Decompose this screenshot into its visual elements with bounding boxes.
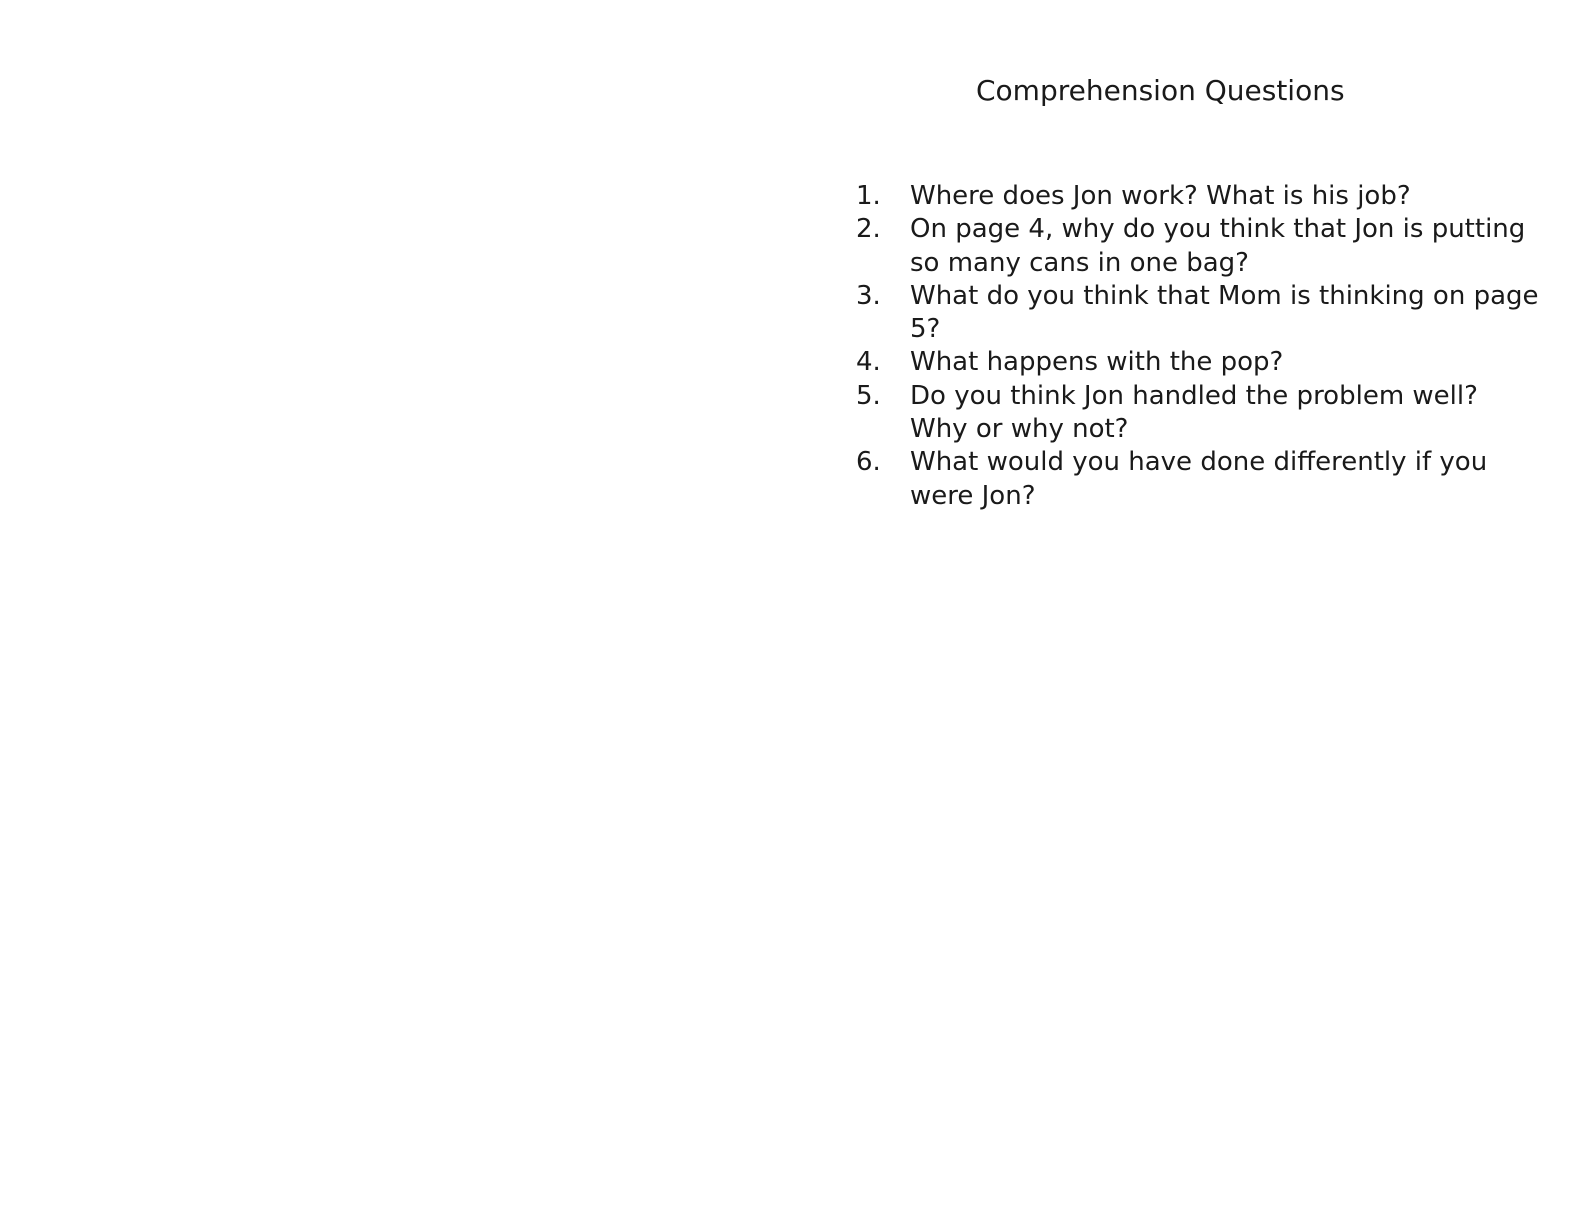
question-number: 4. <box>856 347 881 378</box>
question-item <box>850 346 1540 379</box>
question-item <box>850 180 1540 213</box>
question-item <box>850 213 1540 280</box>
question-item <box>850 446 1540 513</box>
question-item <box>850 380 1540 447</box>
page-title: Comprehension Questions <box>976 74 1345 107</box>
question-text: What do you think that Mom is thinking on page 5? <box>910 280 1539 345</box>
question-text: What would you have done differently if you were Jon? <box>910 447 1488 511</box>
question-number: 1. <box>856 181 881 211</box>
question-text: What happens with the pop? <box>910 347 1284 378</box>
question-text: On page 4, why do you think that Jon is putting so many cans in one bag? <box>910 214 1526 278</box>
question-number: 2. <box>856 214 881 245</box>
question-list <box>850 180 1540 513</box>
question-text: Do you think Jon handled the problem well? Why or why not? <box>910 380 1478 445</box>
question-number: 6. <box>856 447 881 478</box>
question-item <box>850 280 1540 347</box>
question-number: 5. <box>856 380 881 411</box>
comprehension-section <box>850 70 1540 513</box>
question-number: 3. <box>856 280 881 311</box>
question-text: Where does Jon work? What is his job? <box>910 181 1411 211</box>
